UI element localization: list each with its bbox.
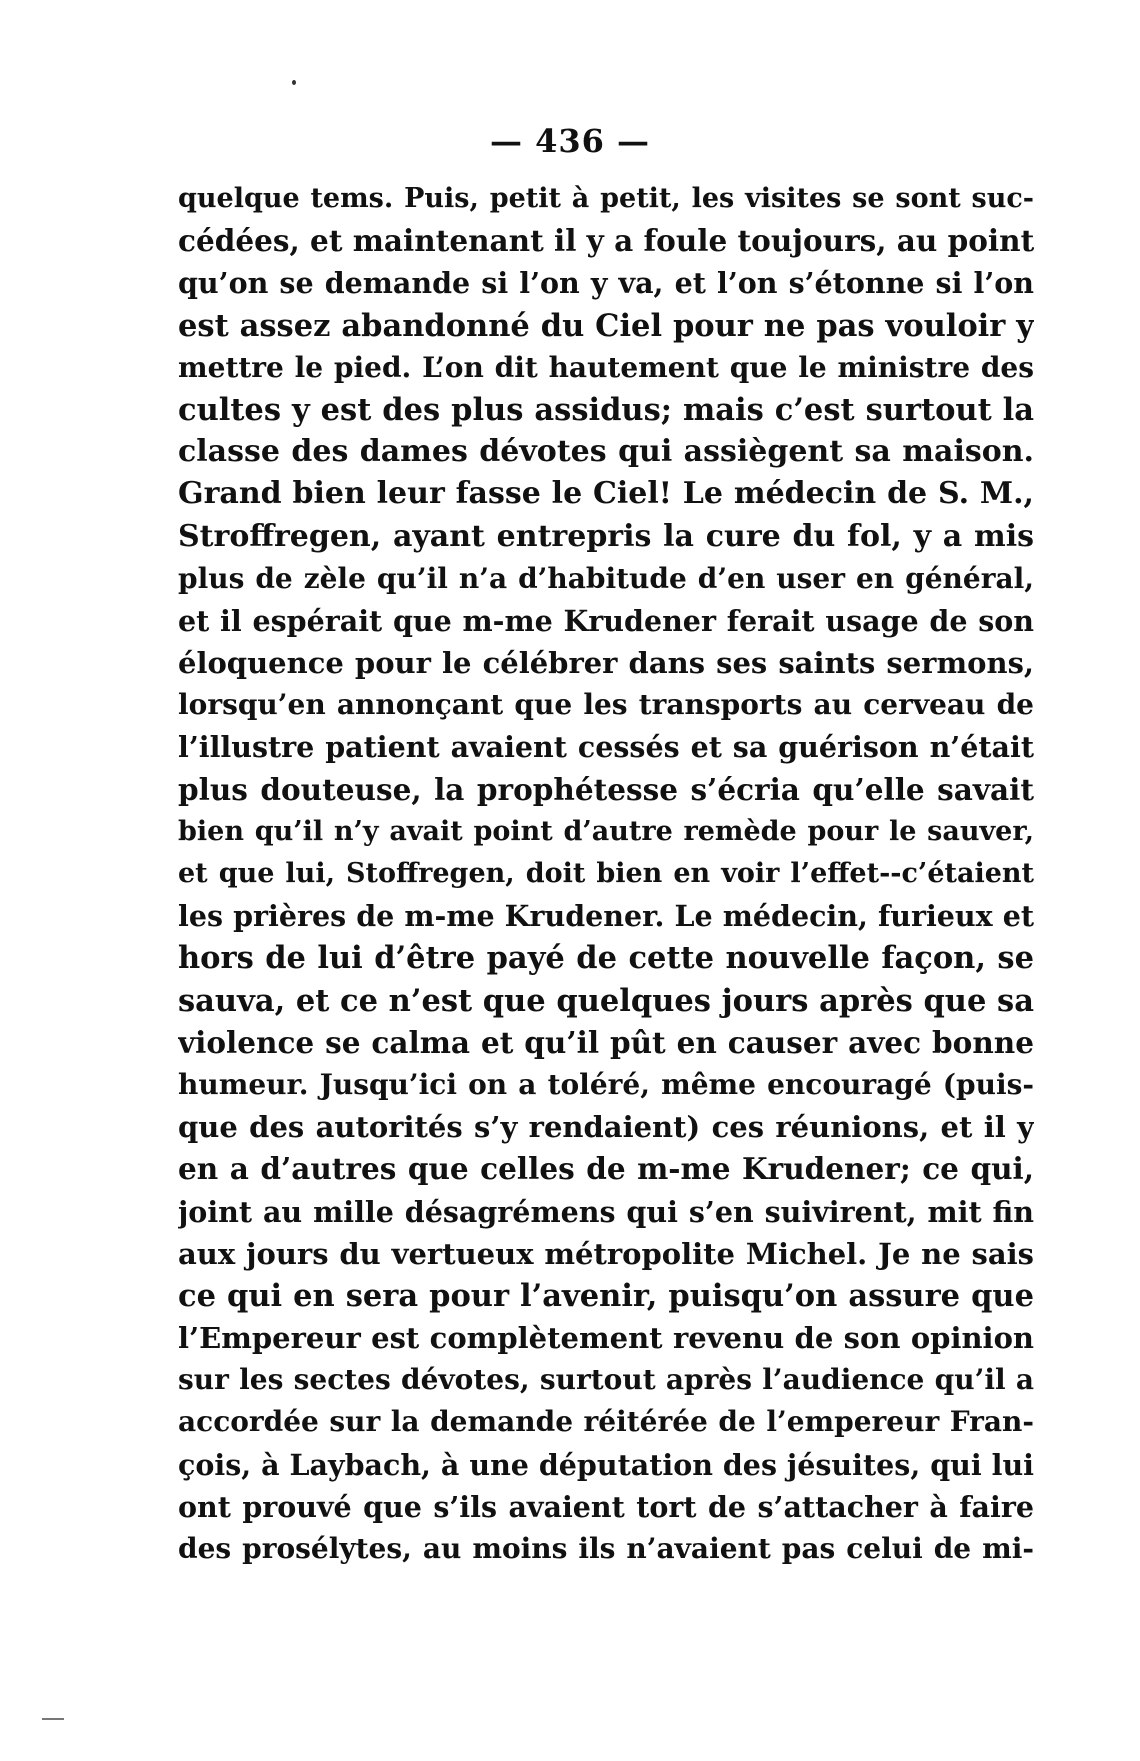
ink-speck [292,80,296,85]
text-line: hors de lui d’être payé de cette nouvelle façon, se [178,940,1034,977]
text-line: éloquence pour le célébrer dans ses saints sermons, [178,646,1034,681]
page-number: — 436 — [489,122,651,160]
text-line: plus de zèle qu’il n’a d’habitude d’en user en général, [178,561,1034,595]
text-line: violence se calma et qu’il pût en causer avec bonne [178,1024,1034,1060]
text-line: que des autorités s’y rendaient) ces réunions, et il y [178,1110,1034,1145]
text-line: bien qu’il n’y avait point d’autre remède pour le sauver, [178,815,1034,847]
text-line: cédées, et maintenant il y a foule toujours, au point [178,223,1034,259]
text-line: quelque tems. Puis, petit à petit, les visites se sont suc- [178,183,1034,214]
text-line: est assez abandonné du Ciel pour ne pas vouloir y [178,307,1034,344]
text-line: et que lui, Stoffregen, doit bien en voir l’effet--c’étaient [178,858,1034,889]
text-line: et il espérait que m-me Krudener ferait usage de son [178,603,1034,638]
text-line: l’Empereur est complètement revenu de son opinion [178,1321,1034,1356]
text-line: accordée sur la demande réitérée de l’empereur Fran- [178,1405,1034,1439]
text-line: sur les sectes dévotes, surtout après l’audience qu’il a [178,1363,1034,1397]
text-line: çois, à Laybach, à une députation des jésuites, qui lui [178,1447,1034,1482]
text-line: ont prouvé que s’ils avaient tort de s’attacher à faire [178,1489,1034,1524]
text-line: qu’on se demande si l’on y va, et l’on s’étonne si l’on [178,266,1034,301]
text-line: l’illustre patient avaient cessés et sa guérison n’était [178,730,1034,765]
text-line: en a d’autres que celles de m-me Krudener; ce qui, [178,1151,1034,1187]
text-line: humeur. Jusqu’ici on a toléré, même encouragé (puis- [178,1067,1034,1101]
text-line: mettre le pied. L’on dit hautement que le ministre des [178,350,1034,384]
text-line: aux jours du vertueux métropolite Michel. Je ne sais [178,1236,1034,1271]
body-text [178,178,1034,1570]
text-line: plus douteuse, la prophétesse s’écria qu’elle savait [178,771,1034,807]
text-line: ce qui en sera pour l’avenir, puisqu’on assure que [178,1277,1034,1314]
text-line: lorsqu’en annonçant que les transports au cerveau de [178,688,1034,722]
text-line: les prières de m-me Krudener. Le médecin, furieux et [178,899,1034,934]
text-line: des prosélytes, au moins ils n’avaient pas celui de mi- [178,1532,1034,1565]
ink-dash [42,1718,64,1720]
text-line: classe des dames dévotes qui assiègent sa maison. [178,434,1034,470]
text-line: joint au mille désagrémens qui s’en suivirent, mit fin [178,1194,1034,1229]
text-line: Stroffregen, ayant entrepris la cure du fol, y a mis [178,518,1034,554]
text-line: Grand bien leur fasse le Ciel! Le médecin de S. M., [178,476,1034,512]
text-line: cultes y est des plus assidus; mais c’est surtout la [178,391,1034,428]
text-line: sauva, et ce n’est que quelques jours après que sa [178,982,1034,1019]
